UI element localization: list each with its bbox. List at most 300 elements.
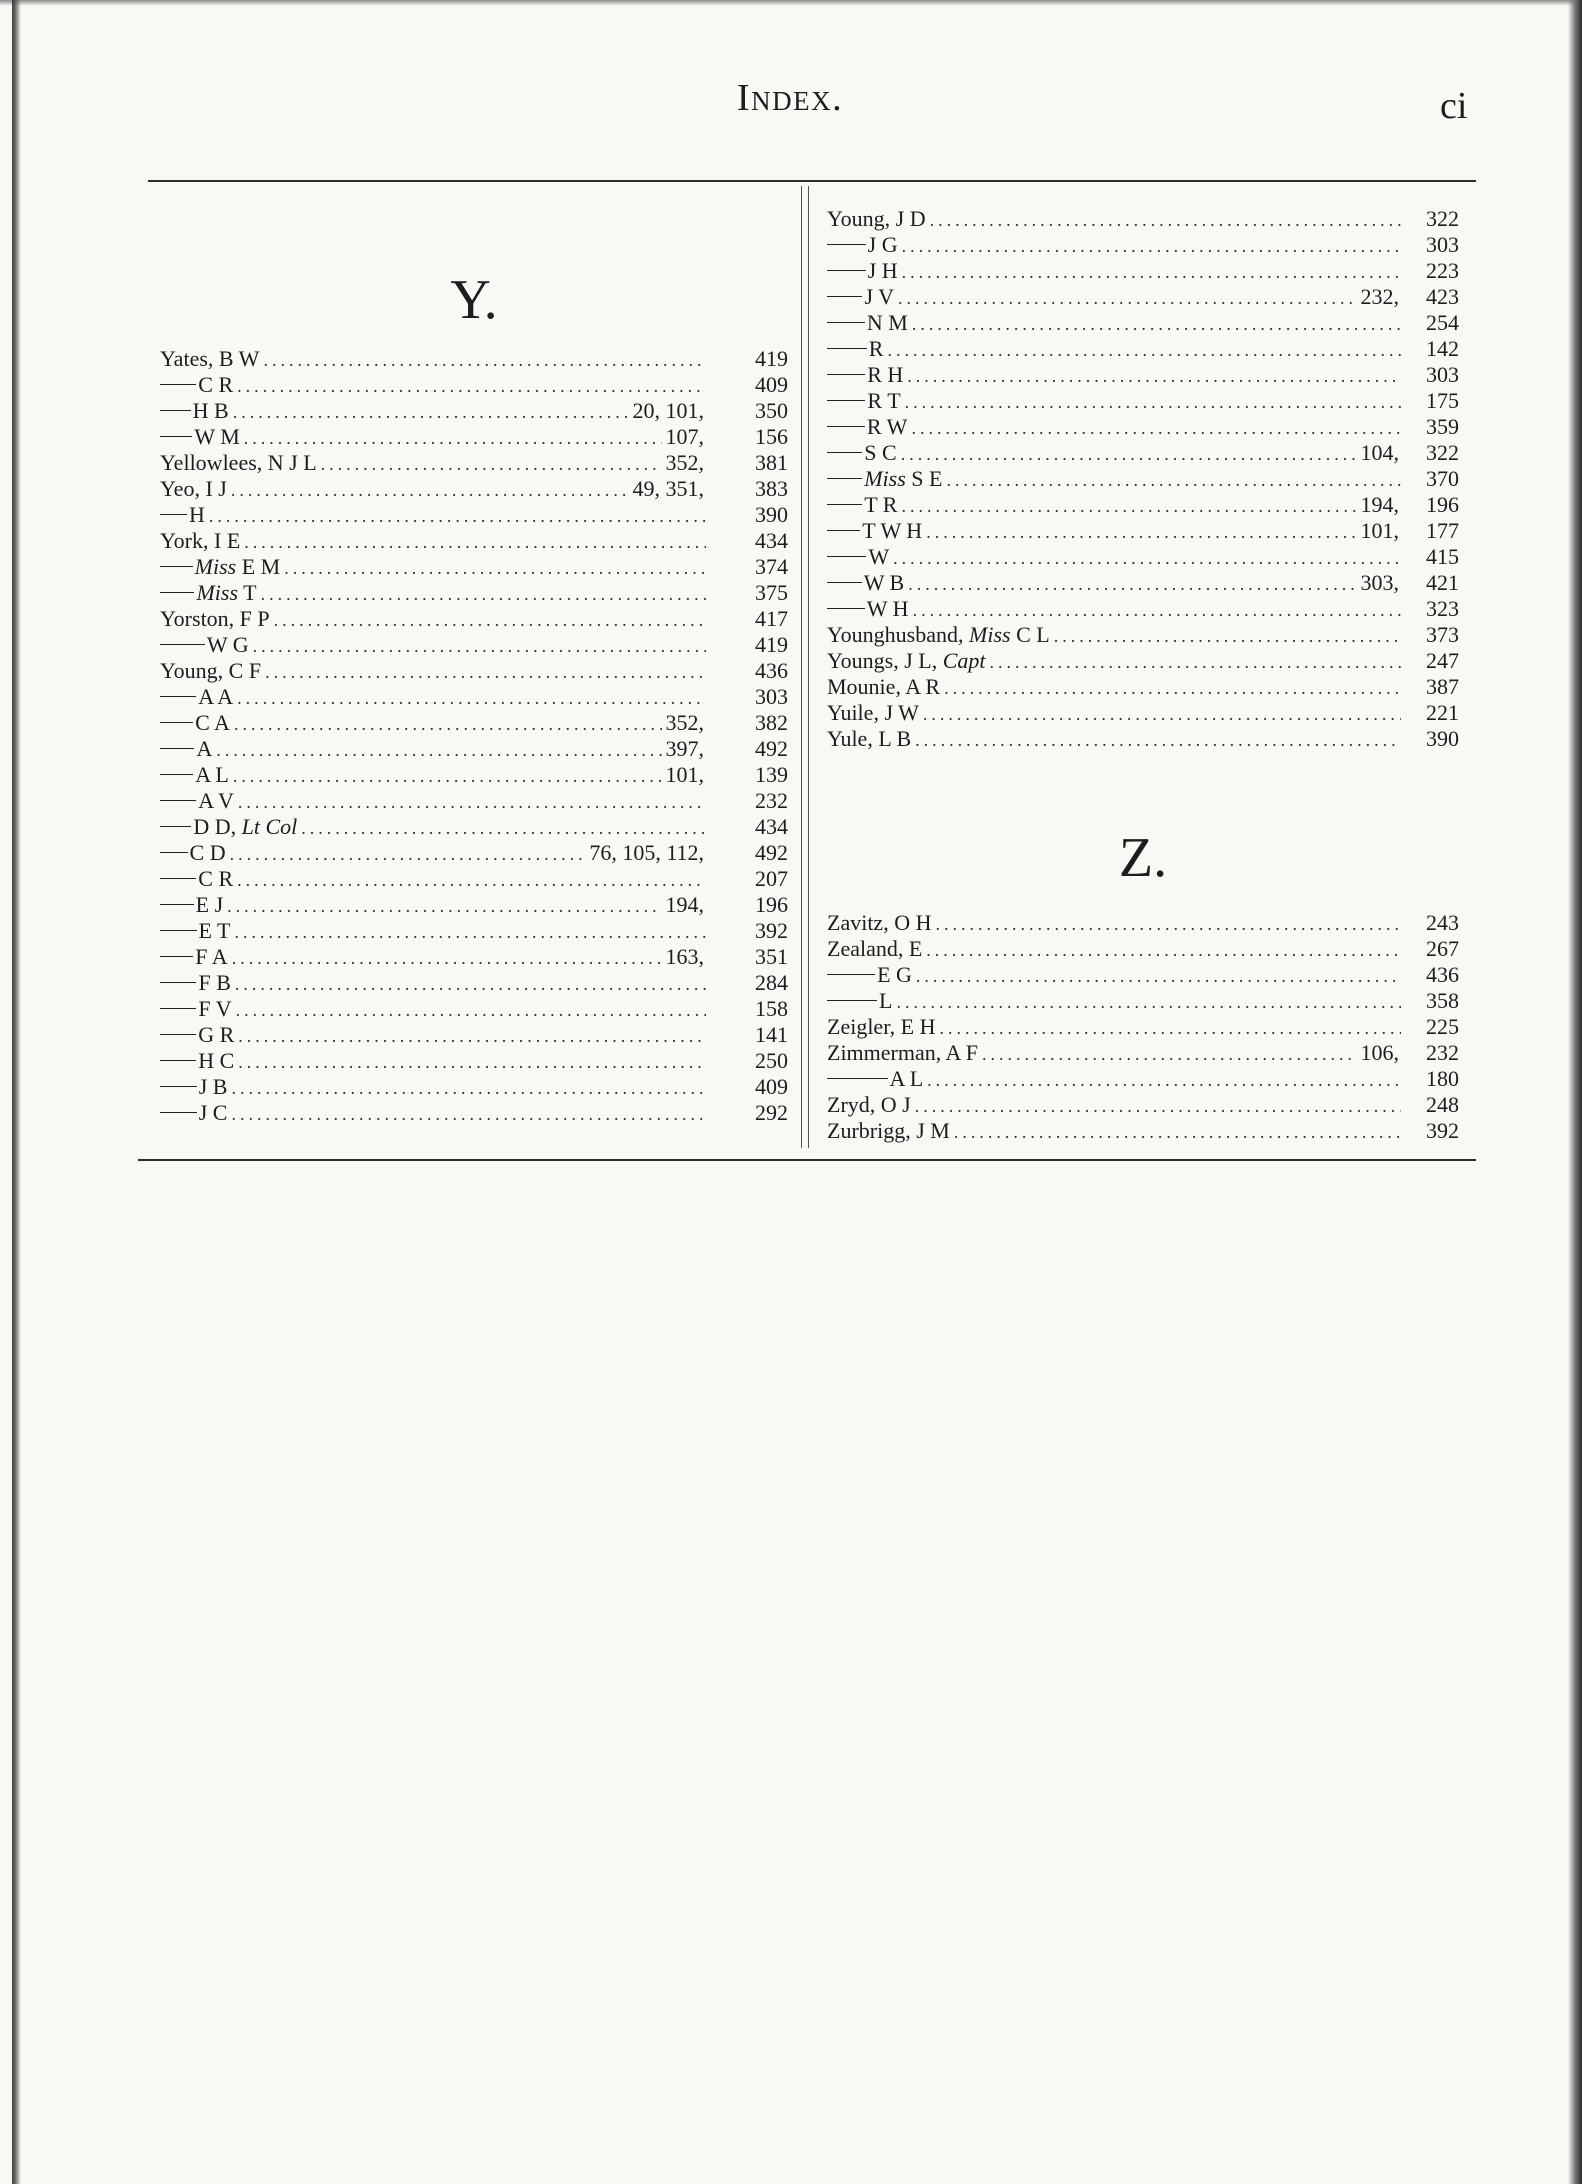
index-entry: [160, 502, 788, 528]
entry-name: [198, 970, 230, 996]
ditto-dash: [160, 722, 193, 723]
entry-name-text: R H: [867, 362, 904, 387]
dot-leader: [216, 737, 661, 763]
index-entry: [827, 1040, 1459, 1066]
entry-name-text: Yule, L B: [827, 726, 912, 751]
entry-name: [877, 962, 912, 988]
index-entry: [827, 936, 1459, 962]
ditto-dash: [827, 322, 865, 323]
ditto-dash: [827, 400, 865, 401]
dot-leader: [926, 519, 1356, 545]
ditto-dash: [827, 504, 862, 505]
index-entry: [160, 1074, 788, 1100]
entry-title-prefix: Miss: [194, 554, 237, 579]
dot-leader: [902, 259, 1401, 285]
dot-leader: [237, 867, 706, 893]
entry-extra-pages: 232,: [1360, 284, 1399, 309]
ditto-dash: [827, 296, 862, 297]
right-entry-list-top: [827, 206, 1459, 752]
dot-leader: [1054, 623, 1401, 649]
entry-name-text: Zryd, O J: [827, 1092, 911, 1117]
entry-name-text: J B: [198, 1074, 228, 1099]
ditto-dash: [160, 904, 194, 905]
entry-page-number: 358: [1426, 988, 1459, 1013]
dot-leader: [235, 971, 706, 997]
ditto-dash: [160, 748, 194, 749]
entry-page-number: 383: [755, 476, 788, 501]
entry-name-text: W G: [206, 632, 249, 657]
index-entry: [160, 892, 788, 918]
index-entry: [160, 606, 788, 632]
dot-leader: [238, 1049, 706, 1075]
entry-extra-pages: 20, 101,: [632, 398, 704, 423]
index-entry: [827, 232, 1459, 258]
entry-page-number: 232: [755, 788, 788, 813]
entry-name-text: Youngs, J L,: [827, 648, 938, 673]
entry-name: [196, 580, 256, 606]
entry-page-number: 141: [755, 1022, 788, 1047]
index-entry: [827, 962, 1459, 988]
entry-name: [867, 388, 900, 414]
entry-name-text: C D: [189, 840, 226, 865]
index-entry: [160, 450, 788, 476]
entry-page-number: 359: [1426, 414, 1459, 439]
entry-name: [160, 658, 261, 684]
index-entry: [827, 466, 1459, 492]
index-entry: [160, 554, 788, 580]
index-entry: [827, 1118, 1459, 1144]
dot-leader: [209, 503, 706, 529]
entry-page-number: 196: [1426, 492, 1459, 517]
entry-name: [827, 700, 919, 726]
entry-page-number: 142: [1426, 336, 1459, 361]
entry-name: [890, 1066, 924, 1092]
entry-title-prefix: Miss: [864, 466, 906, 491]
ditto-dash: [827, 530, 860, 531]
entry-extra-pages: 352,: [665, 710, 704, 735]
entry-name-text: Younghusband,: [827, 622, 964, 647]
entry-page-number: 350: [755, 398, 788, 423]
entry-name: [867, 596, 909, 622]
entry-name-text: L: [878, 988, 893, 1013]
dot-leader: [232, 945, 662, 971]
dot-leader: [887, 337, 1401, 363]
dot-leader: [244, 529, 706, 555]
entry-name: [160, 346, 259, 372]
entry-name: [198, 1022, 234, 1048]
entry-page-number: 392: [755, 918, 788, 943]
entry-name-text: H C: [198, 1048, 235, 1073]
entry-extra-pages: 104,: [1360, 440, 1399, 465]
entry-name: [869, 336, 884, 362]
entry-extra-pages: 107,: [665, 424, 704, 449]
entry-page-number: 177: [1426, 518, 1459, 543]
ditto-dash: [160, 982, 196, 983]
index-entry: [827, 440, 1459, 466]
entry-page-number: 180: [1426, 1066, 1459, 1091]
entry-name-text: A V: [198, 788, 234, 813]
entry-name-text: J G: [867, 232, 898, 257]
index-entry: [827, 206, 1459, 232]
entry-page-number: 284: [755, 970, 788, 995]
dot-leader: [233, 763, 662, 789]
entry-page-number: 374: [755, 554, 788, 579]
entry-name: [827, 726, 911, 752]
dot-leader: [923, 701, 1401, 727]
index-entry: [160, 1022, 788, 1048]
dot-leader: [912, 311, 1401, 337]
entry-name: [864, 284, 894, 310]
index-entry: [827, 336, 1459, 362]
entry-name-text: A: [196, 736, 213, 761]
entry-page-number: 267: [1426, 936, 1459, 961]
entry-page-number: 434: [755, 528, 788, 553]
dot-leader: [939, 1015, 1401, 1041]
entry-name: [193, 814, 297, 840]
index-entry: [827, 596, 1459, 622]
scan-edge-left: [12, 0, 21, 2184]
entry-name: [827, 1040, 978, 1066]
entry-page-number: 292: [755, 1100, 788, 1125]
entry-name-text: T R: [864, 492, 898, 517]
entry-page-number: 381: [755, 450, 788, 475]
entry-name: [190, 840, 226, 866]
index-entry: [160, 658, 788, 684]
dot-leader: [913, 597, 1401, 623]
dot-leader: [238, 789, 706, 815]
entry-name-text: S E: [911, 466, 943, 491]
index-entry: [827, 648, 1459, 674]
entry-name-text: E G: [877, 962, 912, 987]
left-index-column: [160, 260, 788, 1126]
ditto-dash: [827, 244, 866, 245]
entry-page-number: 139: [755, 762, 788, 787]
dot-leader: [236, 997, 706, 1023]
dot-leader: [944, 675, 1401, 701]
dot-leader: [321, 451, 662, 477]
dot-leader: [927, 1067, 1401, 1093]
index-entry: [827, 622, 1459, 648]
entry-page-number: 382: [755, 710, 788, 735]
ditto-dash: [160, 1086, 197, 1087]
top-rule: [148, 180, 1476, 182]
index-entry: [160, 424, 788, 450]
ditto-dash: [160, 1008, 196, 1009]
entry-name: [195, 762, 229, 788]
entry-page-number: 423: [1426, 284, 1459, 309]
index-entry: [827, 362, 1459, 388]
ditto-dash: [827, 582, 862, 583]
index-entry: [160, 866, 788, 892]
index-entry: [160, 762, 788, 788]
entry-page-number: 387: [1426, 674, 1459, 699]
dot-leader: [261, 581, 706, 607]
entry-extra-pages: 49, 351,: [632, 476, 704, 501]
entry-page-number: 175: [1426, 388, 1459, 413]
entry-extra-pages: 101,: [665, 762, 704, 787]
entry-name: [198, 996, 231, 1022]
section-letter-z: Z.: [1118, 827, 1168, 889]
entry-name-text: E M: [241, 554, 281, 579]
ditto-dash: [160, 592, 194, 593]
entry-title-prefix: Miss: [196, 580, 239, 605]
entry-name: [160, 606, 270, 632]
dot-leader: [990, 649, 1401, 675]
right-index-column: [827, 206, 1459, 1144]
dot-leader: [244, 425, 662, 451]
entry-page-number: 223: [1426, 258, 1459, 283]
dot-leader: [284, 555, 706, 581]
entry-name: [827, 622, 1050, 648]
entry-name-text: Young, C F: [160, 658, 262, 683]
scan-edge-right: [1568, 0, 1582, 2184]
entry-name-text: Mounie, A R: [827, 674, 941, 699]
entry-page-number: 434: [755, 814, 788, 839]
ditto-dash: [827, 426, 865, 427]
entry-name: [196, 736, 212, 762]
entry-extra-pages: 194,: [1360, 492, 1399, 517]
dot-leader: [274, 607, 706, 633]
dot-leader: [253, 633, 706, 659]
entry-page-number: 221: [1426, 700, 1459, 725]
entry-name-text: Zeigler, E H: [827, 1014, 936, 1039]
entry-name: [867, 310, 908, 336]
dot-leader: [901, 493, 1356, 519]
entry-name: [207, 632, 249, 658]
entry-name-text: G R: [198, 1022, 235, 1047]
entry-page-number: 232: [1426, 1040, 1459, 1065]
index-entry: [160, 1100, 788, 1126]
entry-name: [196, 892, 224, 918]
ditto-dash: [160, 878, 196, 879]
ditto-dash: [160, 696, 196, 697]
entry-page-number: 409: [755, 372, 788, 397]
ditto-dash: [827, 452, 862, 453]
entry-name-text: W M: [194, 424, 240, 449]
entry-name-text: R W: [866, 414, 908, 439]
entry-page-number: 436: [1426, 962, 1459, 987]
index-entry: [160, 970, 788, 996]
entry-page-number: 436: [755, 658, 788, 683]
entry-extra-pages: 163,: [665, 944, 704, 969]
entry-name-text: J C: [198, 1100, 228, 1125]
index-entry: [160, 528, 788, 554]
entry-name-text: Zavitz, O H: [827, 910, 932, 935]
page-folio: ci: [1440, 85, 1468, 127]
entry-page-number: 322: [1426, 440, 1459, 465]
entry-name-text: J V: [864, 284, 895, 309]
entry-page-number: 247: [1426, 648, 1459, 673]
entry-name-text: W B: [863, 570, 905, 595]
entry-name: [198, 1048, 234, 1074]
entry-name: [198, 788, 234, 814]
entry-name-text: F B: [198, 970, 231, 995]
entry-page-number: 373: [1426, 622, 1459, 647]
index-entry: [827, 258, 1459, 284]
entry-name: [827, 910, 931, 936]
dot-leader: [237, 373, 706, 399]
entry-name-text: T W H: [862, 518, 923, 543]
ditto-dash: [827, 556, 866, 557]
ditto-dash: [160, 566, 193, 567]
dot-leader: [902, 233, 1401, 259]
entry-name: [160, 528, 240, 554]
ditto-dash: [160, 930, 197, 931]
entry-name-text: Yorston, F P: [160, 606, 270, 631]
entry-extra-pages: 397,: [665, 736, 704, 761]
entry-name-text: J H: [867, 258, 898, 283]
dot-leader: [946, 467, 1401, 493]
ditto-dash: [160, 852, 188, 853]
index-entry: [827, 674, 1459, 700]
index-entry: [160, 476, 788, 502]
entry-page-number: 375: [755, 580, 788, 605]
entry-page-number: 196: [755, 892, 788, 917]
ditto-dash: [160, 774, 193, 775]
dot-leader: [233, 399, 629, 425]
dot-leader: [265, 659, 706, 685]
index-entry: [160, 398, 788, 424]
bottom-rule: [138, 1159, 1476, 1161]
entry-name: [862, 518, 922, 544]
entry-name: [194, 424, 239, 450]
entry-name-text: E T: [198, 918, 231, 943]
dot-leader: [896, 989, 1401, 1015]
dot-leader: [898, 285, 1356, 311]
entry-name-text: C R: [198, 372, 234, 397]
entry-name-text: H: [188, 502, 205, 527]
entry-page-number: 415: [1426, 544, 1459, 569]
entry-name: [198, 372, 233, 398]
index-entry: [827, 570, 1459, 596]
entry-page-number: 303: [1426, 362, 1459, 387]
entry-name: [193, 398, 229, 424]
ditto-dash: [827, 1000, 877, 1001]
entry-page-number: 250: [755, 1048, 788, 1073]
entry-name: [864, 570, 905, 596]
dot-leader: [935, 911, 1401, 937]
entry-title-suffix: Lt Col: [241, 814, 298, 839]
ditto-dash: [160, 956, 193, 957]
index-entry: [160, 840, 788, 866]
dot-leader: [911, 415, 1401, 441]
entry-name-text: F A: [195, 944, 228, 969]
entry-name-text: W: [868, 544, 890, 569]
entry-name: [160, 450, 317, 476]
entry-name: [867, 414, 908, 440]
entry-name-text: A A: [198, 684, 234, 709]
entry-page-number: 243: [1426, 910, 1459, 935]
dot-leader: [237, 685, 706, 711]
dot-leader: [230, 841, 586, 867]
index-entry: [827, 518, 1459, 544]
entry-name: [827, 648, 986, 674]
ditto-dash: [827, 608, 865, 609]
entry-name: [195, 944, 227, 970]
entry-name-text: C R: [198, 866, 234, 891]
ditto-dash: [160, 826, 191, 827]
entry-name-text: R T: [867, 388, 901, 413]
entry-name-text: C L: [1016, 622, 1050, 647]
dot-leader: [930, 207, 1401, 233]
index-entry: [160, 372, 788, 398]
index-entry: [827, 1066, 1459, 1092]
entry-name-text: Yeo, I J: [160, 476, 227, 501]
ditto-dash: [160, 1034, 196, 1035]
index-entry: [160, 632, 788, 658]
index-entry: [160, 736, 788, 762]
ditto-dash: [160, 514, 187, 515]
entry-name-text: Yates, B W: [160, 346, 260, 371]
ditto-dash: [160, 800, 196, 801]
entry-name-text: F V: [198, 996, 232, 1021]
ditto-dash: [827, 974, 875, 975]
ditto-dash: [827, 374, 865, 375]
index-entry: [827, 544, 1459, 570]
entry-name: [198, 866, 233, 892]
entry-name: [199, 1074, 228, 1100]
entry-name: [868, 544, 889, 570]
entry-page-number: 322: [1426, 206, 1459, 231]
entry-page-number: 421: [1426, 570, 1459, 595]
dot-leader: [234, 919, 706, 945]
entry-name-text: Young, J D: [827, 206, 926, 231]
entry-name: [827, 674, 940, 700]
entry-name: [160, 476, 227, 502]
entry-name-text: A L: [195, 762, 229, 787]
entry-name-text: Yuile, J W: [827, 700, 919, 725]
index-entry: [160, 1048, 788, 1074]
ditto-dash: [827, 478, 862, 479]
entry-page-number: 370: [1426, 466, 1459, 491]
index-entry: [160, 684, 788, 710]
entry-name: [879, 988, 892, 1014]
index-entry: [827, 726, 1459, 752]
entry-name-text: D D,: [193, 814, 237, 839]
ditto-dash: [827, 1078, 888, 1079]
dot-leader: [227, 893, 661, 919]
dot-leader: [231, 1075, 706, 1101]
entry-name-text: Zealand, E: [827, 936, 923, 961]
entry-page-number: 303: [755, 684, 788, 709]
index-entry: [160, 918, 788, 944]
entry-name-text: Zurbrigg, J M: [827, 1118, 950, 1143]
entry-page-number: 390: [755, 502, 788, 527]
entry-name-text: E J: [195, 892, 224, 917]
index-entry: [827, 310, 1459, 336]
index-entry: [827, 1092, 1459, 1118]
index-entry: [827, 284, 1459, 310]
entry-name-text: Yellowlees, N J L: [160, 450, 317, 475]
dot-leader: [916, 963, 1401, 989]
dot-leader: [231, 477, 629, 503]
entry-extra-pages: 352,: [665, 450, 704, 475]
entry-page-number: 419: [755, 346, 788, 371]
entry-name: [195, 710, 230, 736]
dot-leader: [908, 571, 1356, 597]
ditto-dash: [160, 1112, 197, 1113]
entry-name: [827, 1118, 950, 1144]
index-entry: [827, 414, 1459, 440]
dot-leader: [234, 711, 662, 737]
dot-leader: [893, 545, 1401, 571]
entry-title-suffix: Capt: [942, 648, 986, 673]
index-entry: [160, 944, 788, 970]
index-entry: [827, 1014, 1459, 1040]
entry-page-number: 409: [755, 1074, 788, 1099]
entry-name-text: H B: [192, 398, 229, 423]
entry-name: [199, 1100, 228, 1126]
